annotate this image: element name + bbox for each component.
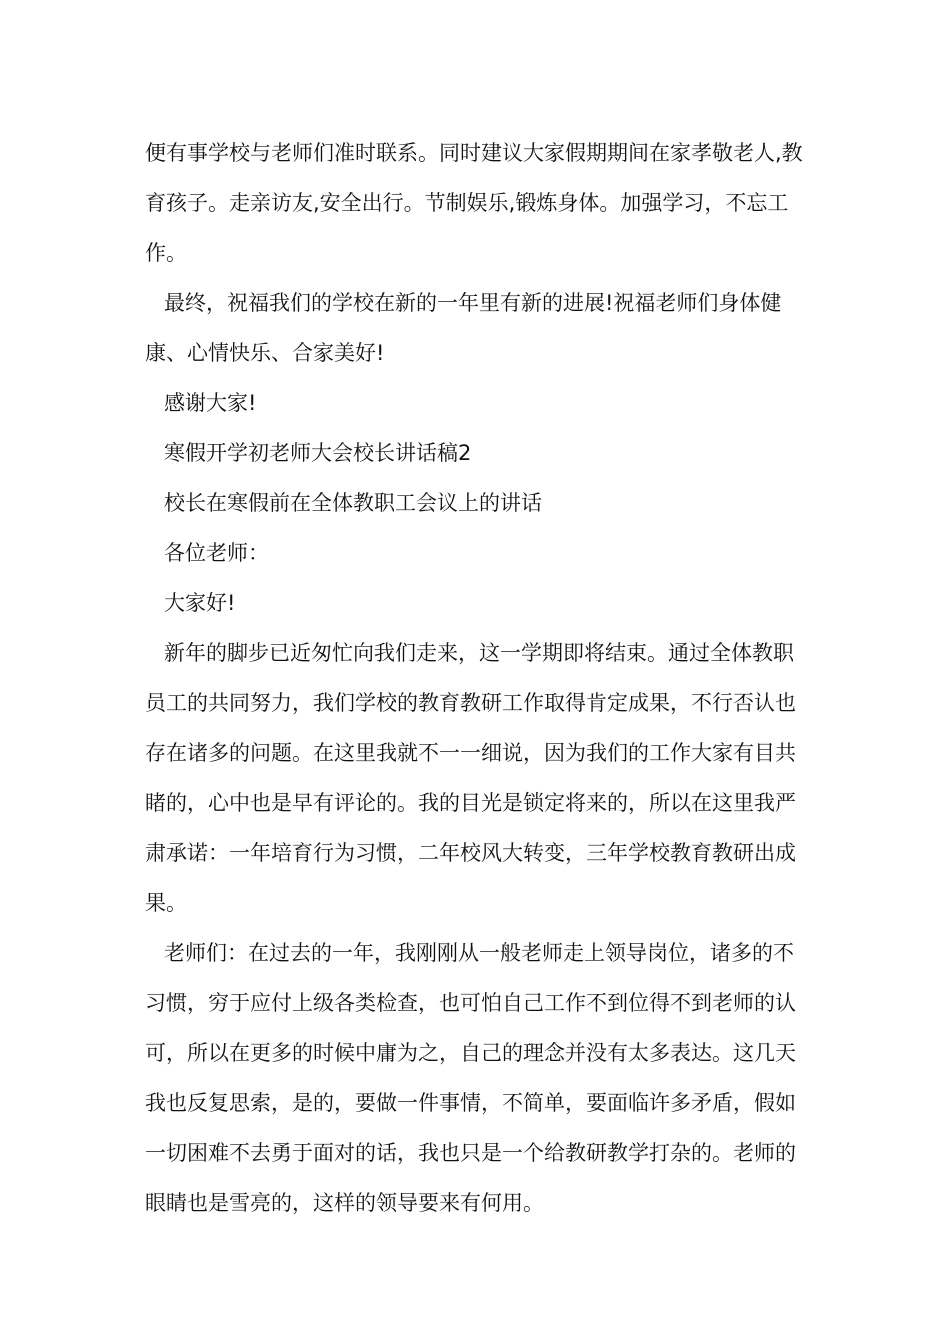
paragraph-2: 最终，祝福我们的学校在新的一年里有新的进展!祝福老师们身体健康、心情快乐、合家美好! [145,291,782,365]
paragraph-9: 老师们：在过去的一年，我刚刚从一般老师走上领导岗位，诸多的不习惯，穷于应付上级各类检查，也可怕自己工作不到位得不到老师的认可，所以在更多的时候中庸为之，自己的理念并没有太多表达。这几天我也反复思索，是的，要做一件事情，不简单，要面临许多矛盾，假如一切困难不去勇于面对的话，我也只是一个给教研教学打杂的。老师的眼睛也是雪亮的，这样的领导要来有何用。 [145,941,796,1215]
document-body [145,128,810,1228]
section-title: 寒假开学初老师大会校长讲话稿2 [164,441,472,465]
paragraph-1: 便有事学校与老师们准时联系。同时建议大家假期期间在家孝敬老人,教育孩子。走亲访友,安全出行。节制娱乐,锻炼身体。加强学习，不忘工作。 [145,141,803,265]
speech-title: 校长在寒假前在全体教职工会议上的讲话 [164,491,542,515]
salutation: 各位老师： [164,541,269,565]
paragraph-3: 感谢大家! [164,391,257,415]
greeting: 大家好! [164,591,236,615]
paragraph-8: 新年的脚步已近匆忙向我们走来，这一学期即将结束。通过全体教职员工的共同努力，我们学校的教育教研工作取得肯定成果，不行否认也存在诸多的问题。在这里我就不一一细说，因为我们的工作大家有目共睹的，心中也是早有评论的。我的目光是锁定将来的，所以在这里我严肃承诺：一年培育行为习惯，二年校风大转变，三年学校教育教研出成果。 [145,641,796,915]
